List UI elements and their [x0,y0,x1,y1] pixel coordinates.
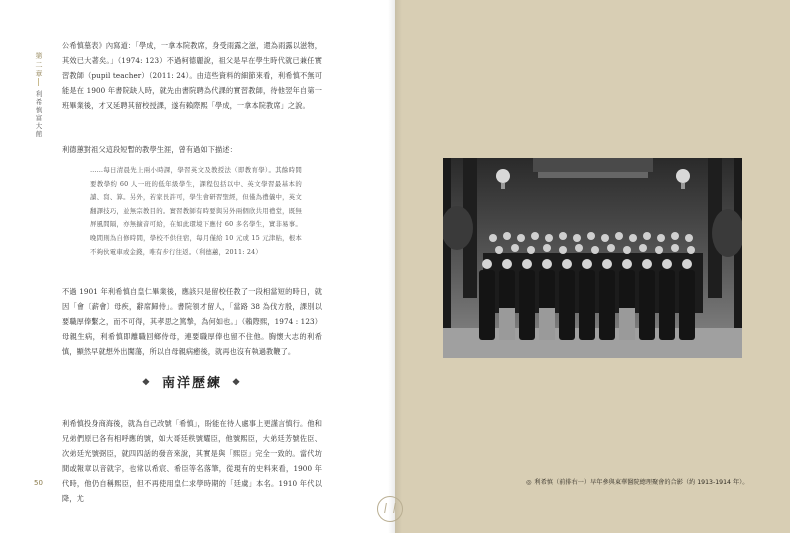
body-paragraph-3: 不過 1901 年利希慎自皇仁畢業後，應該只是留校任教了一段相當短的時日，就因「會〔薪會〕母疾，辭席歸侍」。書院領才留人，「當路 38 為伐方殷，課別以要職厚俸繫之，而不可得，其孝思之篤摯，為何如也。」（賴際熙，1974 : 123）母親生病，利希慎即離職回鄉侍母，連要職厚俸也留不住他。胸懷大志的利希慎，顯然早就想外出闖蕩，所以自母親病癒後，就再也沒有執過教鞭了。 [62,287,322,356]
page-number: 50 [34,479,43,487]
block-quote: ……每日清晨先上兩小時課，學習英文及教授法（即教育學）。其餘時間要教學約 60 人一班的低年級學生，課程包括以中、英文學習最基本的讀、寫、算。另外，若家長許可，學生會研習聖經，但僅為禮儀中，英文翻譯技巧，並無宗教目的。實習教師有時要與另外兩個欣共用禮堂，既無屏風間隔，亦無擴音可給，在如此環境下應付 60 多名學生，實非易事。晚間則為自修時間，學校不供住宿，每月僅給 10 元或 15 元津貼，根本不夠伙電車或金錢，唯有步行往返。（利德蕙，2011: 24） [90,166,302,256]
photo-caption [526,477,748,486]
photo-illustration [443,158,742,358]
chapter-tab [32,52,46,79]
section-heading [62,372,322,391]
ornament-icon: ❖ [141,378,152,388]
seal-icon [377,496,403,522]
body-paragraph-4: 利希慎投身商海後，就為自己改號「希慎」，盼能在待人處事上更謹言慎行。他和兄弟們原已各有相呼應的號，如大哥廷秩號耀臣，他號熙臣，大弟廷芳號佐臣、次弟廷光號弼臣，就四四話的發音來說，其實是與「熙臣」完全一致的。當代坊間或報章以音就字，也常以希宸、希臣等名落筆，從現有的史料來看，1900 年代時，他仍自稱熙臣，但不再使用皇仁求學時期的「廷虞」本名。1910 年代以降，尤 [62,419,322,503]
chapter-tab-rule [38,78,39,86]
section-heading-text: 南洋歷練 [161,376,222,391]
body-paragraph-1: 公希慎墓表》內寫道：「學成，一拿本院教席，身受雨露之滋，還為雨露以滋物，其效已大著矣。」（1974: 123）不過柯德麗說，祖父是早在學生時代就已兼任實習教師（pupil teacher）（2011: 24）。由這些資料的細節來看，利希慎不無可能是在 1900 年書院缺人時，就先由書院聘為代課的實習教師，待他翌年自第一班畢業後，才又延聘其留校授課，遂有賴際熙「學成，一拿本院教席」之說。 [62,41,322,110]
book-gutter [388,0,402,533]
caption-text: 利希慎（前排右一）早年參與東華醫院總理聚會的合影（約 1913-1914 年）。 [534,479,749,486]
group-photo-icon [443,158,742,358]
ornament-icon: ❖ [232,378,243,388]
chapter-title-vertical: 利 希 慎 富 大 館 [35,90,43,138]
chapter-label: 第 二 章 [35,52,43,78]
caption-bullet: ◎ [526,479,532,486]
body-paragraph-2: 利德蕙對祖父這段短暫的教學生涯，曾有過如下描述： [62,145,237,154]
